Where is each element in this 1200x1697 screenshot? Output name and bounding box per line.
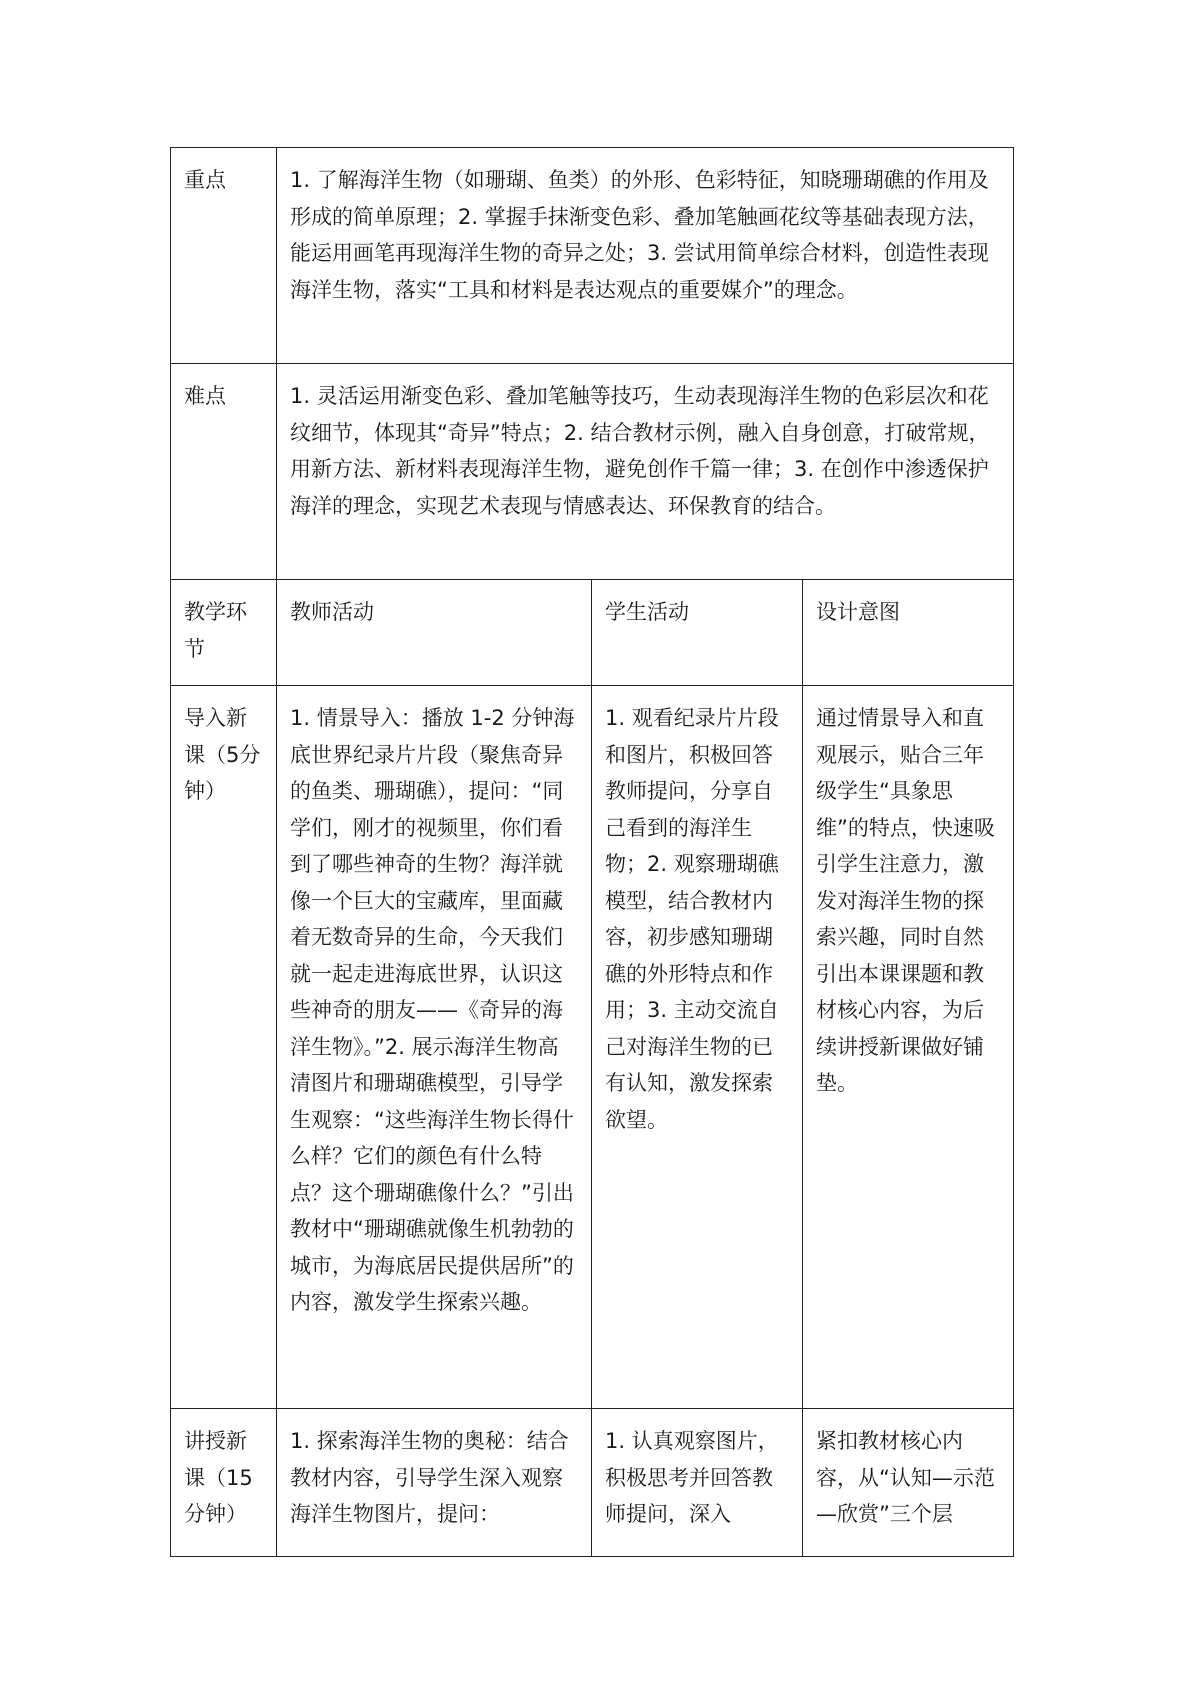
table-row-introduction [171,686,1014,1409]
header-stage: 教学环节 [171,580,277,686]
student-activity-cell: 1. 认真观察图片，积极思考并回答教师提问，深入 [592,1409,803,1557]
key-points-text: 1. 了解海洋生物（如珊瑚、鱼类）的外形、色彩特征，知晓珊瑚礁的作用及形成的简单原理；2. 掌握手抹渐变色彩、叠加笔触画花纹等基础表现方法，能运用画笔再现海洋生物的奇异之处；3. 尝试用简单综合材料，创造性表现海洋生物，落实“工具和材料是表达观点的重要媒介”的理念。 [277,148,1014,364]
key-points-row [171,148,1014,364]
header-teacher-activity: 教师活动 [277,580,592,686]
design-intent-cell: 通过情景导入和直观展示，贴合三年级学生“具象思维”的特点，快速吸引学生注意力，激发对海洋生物的探索兴趣，同时自然引出本课课题和教材核心内容，为后续讲授新课做好铺垫。 [803,686,1014,1409]
difficulties-label: 难点 [171,364,277,580]
table-header-row [171,580,1014,686]
teacher-activity-cell: 1. 探索海洋生物的奥秘：结合教材内容，引导学生深入观察海洋生物图片，提问： [277,1409,592,1557]
difficulties-row [171,364,1014,580]
difficulties-text: 1. 灵活运用渐变色彩、叠加笔触等技巧，生动表现海洋生物的色彩层次和花纹细节，体现其“奇异”特点；2. 结合教材示例，融入自身创意，打破常规，用新方法、新材料表现海洋生物，避免创作千篇一律；3. 在创作中渗透保护海洋的理念，实现艺术表现与情感表达、环保教育的结合。 [277,364,1014,580]
teacher-activity-cell: 1. 情景导入：播放 1-2 分钟海底世界纪录片片段（聚焦奇异的鱼类、珊瑚礁），提问：“同学们，刚才的视频里，你们看到了哪些神奇的生物？海洋就像一个巨大的宝藏库，里面藏着无数奇异的生命，今天我们就一起走进海底世界，认识这些神奇的朋友——《奇异的海洋生物》。”2. 展示海洋生物高清图片和珊瑚礁模型，引导学生观察：“这些海洋生物长得什么样？它们的颜色有什么特点？这个珊瑚礁像什么？”引出教材中“珊瑚礁就像生机勃勃的城市，为海底居民提供居所”的内容，激发学生探索兴趣。 [277,686,592,1409]
table-row-new-lesson [171,1409,1014,1557]
header-student-activity: 学生活动 [592,580,803,686]
key-points-label: 重点 [171,148,277,364]
design-intent-cell: 紧扣教材核心内容，从“认知—示范—欣赏”三个层 [803,1409,1014,1557]
stage-cell: 讲授新课（15分钟） [171,1409,277,1557]
student-activity-cell: 1. 观看纪录片片段和图片，积极回答教师提问，分享自己看到的海洋生物；2. 观察珊瑚礁模型，结合教材内容，初步感知珊瑚礁的外形特点和作用；3. 主动交流自己对海洋生物的已有认知，激发探索欲望。 [592,686,803,1409]
lesson-plan-table [170,147,1014,1557]
stage-cell: 导入新课（5分钟） [171,686,277,1409]
header-design-intent: 设计意图 [803,580,1014,686]
